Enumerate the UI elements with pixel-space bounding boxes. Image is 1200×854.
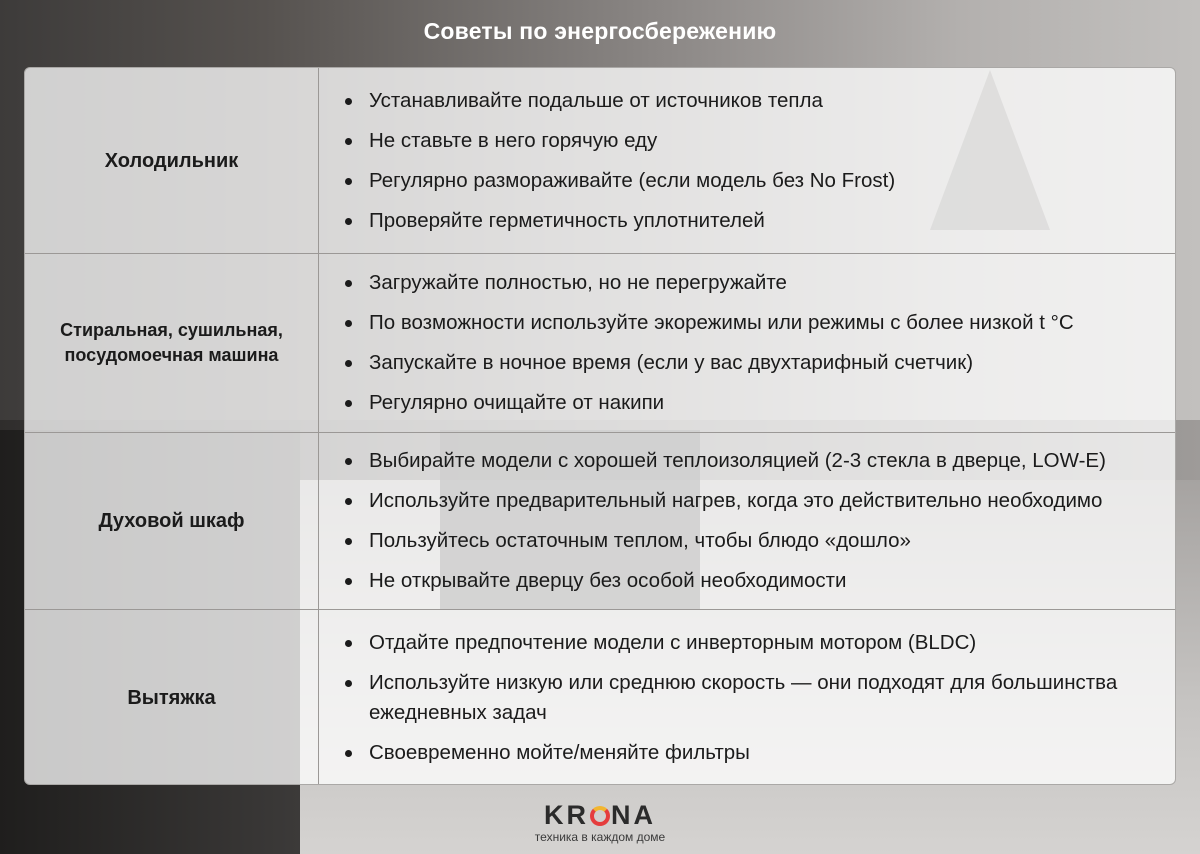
tips-list [319, 254, 1175, 432]
logo-wordmark [0, 800, 1200, 831]
table-row [25, 68, 1175, 253]
category-label: Стиральная, сушильная, посудомоечная машина [25, 254, 319, 432]
logo-tagline: техника в каждом доме [534, 830, 666, 844]
list-item: Отдайте предпочтение модели с инверторным мотором (BLDC) [369, 628, 1175, 658]
list-item: Своевременно мойте/меняйте фильтры [369, 738, 1175, 768]
logo-text-left: KR [544, 800, 589, 830]
tips-list [319, 610, 1175, 785]
list-item: Используйте низкую или среднюю скорость — они подходят для большинства ежедневных задач [369, 668, 1175, 728]
tips-table [24, 67, 1176, 785]
list-item: Пользуйтесь остаточным теплом, чтобы блюдо «дошло» [369, 526, 1175, 556]
logo-text-right: NA [611, 800, 656, 830]
category-label: Вытяжка [25, 610, 319, 785]
table-row [25, 609, 1175, 785]
krona-logo [0, 800, 1200, 844]
category-label: Холодильник [25, 68, 319, 253]
list-item: Используйте предварительный нагрев, когда это действительно необходимо [369, 486, 1175, 516]
list-item: Не открывайте дверцу без особой необходимости [369, 566, 1175, 596]
tips-list [319, 433, 1175, 609]
list-item: Выбирайте модели с хорошей теплоизоляцией (2-3 стекла в дверце, LOW-E) [369, 446, 1175, 476]
logo-ring-icon [590, 806, 610, 826]
category-label: Духовой шкаф [25, 433, 319, 609]
list-item: Проверяйте герметичность уплотнителей [369, 206, 1175, 236]
list-item: Регулярно размораживайте (если модель без No Frost) [369, 166, 1175, 196]
list-item: Запускайте в ночное время (если у вас двухтарифный счетчик) [369, 348, 1175, 378]
list-item: Устанавливайте подальше от источников тепла [369, 86, 1175, 116]
table-row [25, 432, 1175, 609]
list-item: Не ставьте в него горячую еду [369, 126, 1175, 156]
list-item: По возможности используйте экорежимы или режимы с более низкой t °C [369, 308, 1175, 338]
tips-list [319, 68, 1175, 253]
list-item: Регулярно очищайте от накипи [369, 388, 1175, 418]
page-title: Советы по энергосбережению [423, 18, 777, 44]
list-item: Загружайте полностью, но не перегружайте [369, 268, 1175, 298]
table-row [25, 253, 1175, 432]
